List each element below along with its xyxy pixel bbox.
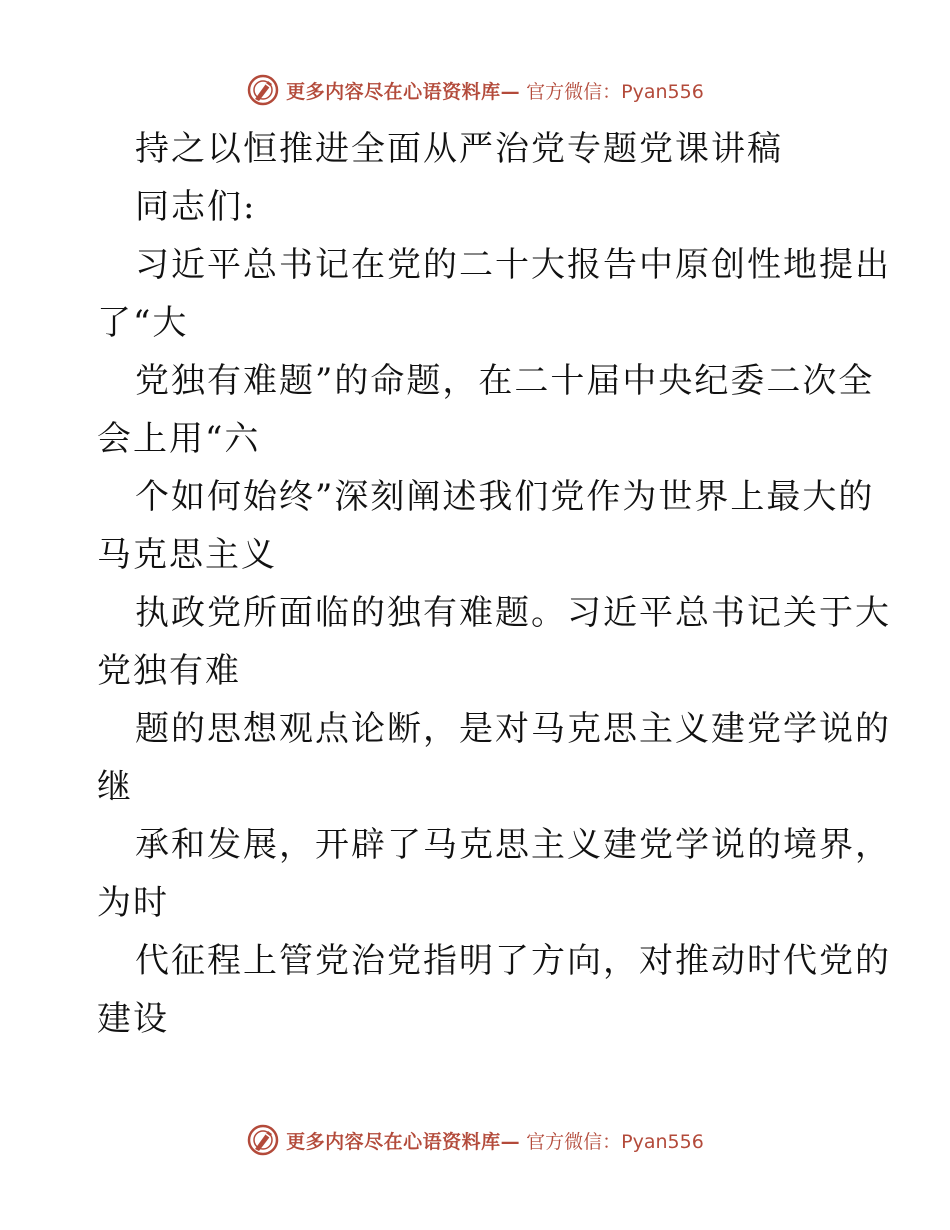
pen-nib-logo-icon bbox=[246, 1123, 280, 1157]
footer-banner bbox=[0, 1120, 950, 1160]
paragraph-line: 党独有难 bbox=[97, 651, 241, 691]
paragraph-line: 党独有难题”的命题，在二十届中央纪委二次全 bbox=[135, 361, 875, 401]
paragraph-line: 继 bbox=[97, 767, 133, 807]
paragraph-line: 建设 bbox=[97, 999, 169, 1039]
banner-wechat-text: 官方微信：Pyan556 bbox=[526, 1130, 704, 1153]
paragraph-line: 习近平总书记在党的二十大报告中原创性地提出 bbox=[135, 245, 891, 285]
banner-wechat-text: 官方微信：Pyan556 bbox=[526, 80, 704, 103]
body-lines bbox=[97, 236, 891, 1048]
paragraph-line: 了“大 bbox=[97, 303, 189, 343]
paragraph-line: 为时 bbox=[97, 883, 169, 923]
paragraph-line: 题的思想观点论断，是对马克思主义建党学说的 bbox=[135, 709, 891, 749]
paragraph-line: 马克思主义 bbox=[97, 535, 277, 575]
paragraph-line: 代征程上管党治党指明了方向，对推动时代党的 bbox=[135, 941, 891, 981]
banner-text: 更多内容尽在心语资料库— bbox=[286, 80, 521, 103]
document-title: 持之以恒推进全面从严治党专题党课讲稿 bbox=[135, 129, 783, 169]
paragraph-line: 承和发展，开辟了马克思主义建党学说的境界， bbox=[135, 825, 891, 865]
paragraph-line: 个如何始终”深刻阐述我们党作为世界上最大的 bbox=[135, 477, 875, 517]
document-body bbox=[97, 120, 891, 1048]
paragraph-line: 执政党所面临的独有难题。习近平总书记关于大 bbox=[135, 593, 891, 633]
pen-nib-logo-icon bbox=[246, 73, 280, 107]
greeting: 同志们: bbox=[135, 187, 257, 227]
banner-text: 更多内容尽在心语资料库— bbox=[286, 1130, 521, 1153]
header-banner bbox=[0, 70, 950, 110]
paragraph-line: 会上用“六 bbox=[97, 419, 261, 459]
